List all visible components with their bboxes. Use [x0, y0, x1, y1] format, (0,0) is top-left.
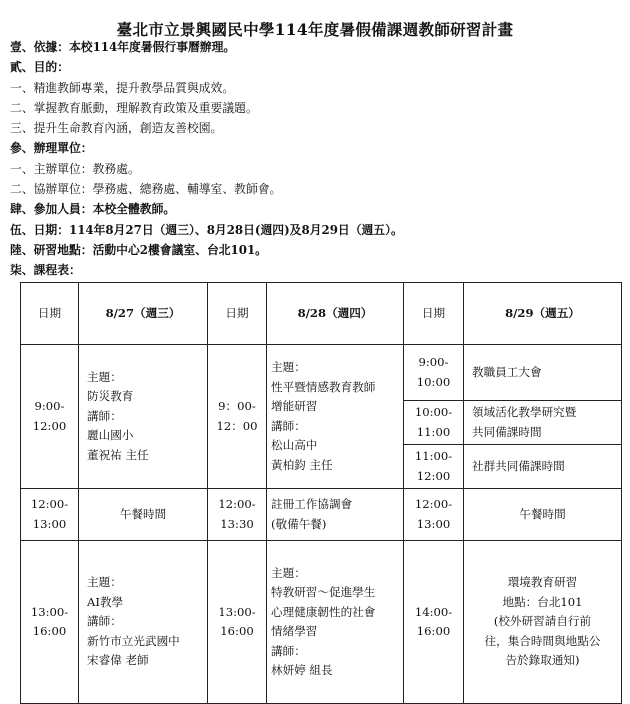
content-day1-morning: 主題： 防災教育 講師： 麗山國小 董祝祐 主任 — [79, 345, 208, 489]
purpose-item-2: 二、掌握教育脈動，理解教育政策及重要議題。 — [10, 100, 258, 115]
content-day3-afternoon: 環境教育研習 地點：台北101 (校外研習請自行前 往，集合時間與地點公 告於錄取通知) — [464, 541, 622, 704]
time-day3-slot2: 10:00- 11:00 — [404, 401, 464, 445]
header-day-1: 8/27（週三） — [79, 283, 208, 345]
time-day1-noon: 12:00- 13:00 — [21, 489, 79, 541]
section-location: 陸、研習地點：活動中心2樓會議室、台北101。 — [10, 242, 267, 257]
header-date-label-2: 日期 — [208, 283, 267, 345]
section-organizers-heading: 參、辦理單位： — [10, 141, 93, 156]
time-day2-afternoon: 13:00- 16:00 — [208, 541, 267, 704]
content-day2-noon: 註冊工作協調會 (敬備午餐) — [267, 489, 404, 541]
time-day2-morning: 9：00- 12：00 — [208, 345, 267, 489]
table-row — [21, 489, 622, 541]
organizer-main: 一、主辦單位：教務處。 — [10, 161, 140, 176]
section-dates: 伍、日期：114年8月27日（週三）、8月28日(週四)及8月29日（週五）。 — [10, 222, 403, 237]
content-day3-slot1: 教職員工大會 — [464, 345, 622, 401]
table-row — [21, 345, 622, 401]
section-basis: 壹、依據：本校114年度暑假行事曆辦理。 — [10, 40, 236, 54]
schedule-table — [20, 282, 622, 704]
time-day3-afternoon: 14:00- 16:00 — [404, 541, 464, 704]
time-day3-noon: 12:00- 13:00 — [404, 489, 464, 541]
plan-sections — [10, 37, 625, 281]
section-schedule-heading: 柒、課程表： — [10, 263, 81, 278]
time-day2-noon: 12:00- 13:30 — [208, 489, 267, 541]
purpose-item-3: 三、提升生命教育內涵，創造友善校園。 — [10, 121, 223, 136]
content-day3-slot3: 社群共同備課時間 — [464, 445, 622, 489]
header-day-3: 8/29（週五） — [464, 283, 622, 345]
document-title: 臺北市立景興國民中學114年度暑假備課週教師研習計畫 — [116, 20, 514, 39]
time-day1-morning: 9:00- 12:00 — [21, 345, 79, 489]
content-day2-morning: 主題： 性平暨情感教育教師 增能研習 講師： 松山高中 黃柏鈞 主任 — [267, 345, 404, 489]
content-day3-noon: 午餐時間 — [464, 489, 622, 541]
content-day1-noon: 午餐時間 — [79, 489, 208, 541]
organizer-co: 二、協辦單位：學務處、總務處、輔導室、教師會。 — [10, 182, 282, 197]
header-day-2: 8/28（週四） — [267, 283, 404, 345]
content-day1-afternoon: 主題： AI教學 講師： 新竹市立光武國中 宋睿偉 老師 — [79, 541, 208, 704]
time-day3-slot1: 9:00- 10:00 — [404, 345, 464, 401]
header-date-label-3: 日期 — [404, 283, 464, 345]
content-day3-slot2: 領域活化教學研究暨 共同備課時間 — [464, 401, 622, 445]
table-row — [21, 541, 622, 704]
time-day1-afternoon: 13:00- 16:00 — [21, 541, 79, 704]
time-day3-slot3: 11:00- 12:00 — [404, 445, 464, 489]
section-purpose-heading: 貳、目的： — [10, 60, 69, 75]
content-day2-afternoon: 主題： 特教研習～促進學生 心理健康韌性的社會 情緒學習 講師： 林妍婷 組長 — [267, 541, 404, 704]
purpose-item-1: 一、精進教師專業，提升教學品質與成效。 — [10, 80, 235, 95]
section-participants: 肆、參加人員：本校全體教師。 — [10, 202, 176, 217]
header-date-label-1: 日期 — [21, 283, 79, 345]
table-header-row — [21, 283, 622, 345]
